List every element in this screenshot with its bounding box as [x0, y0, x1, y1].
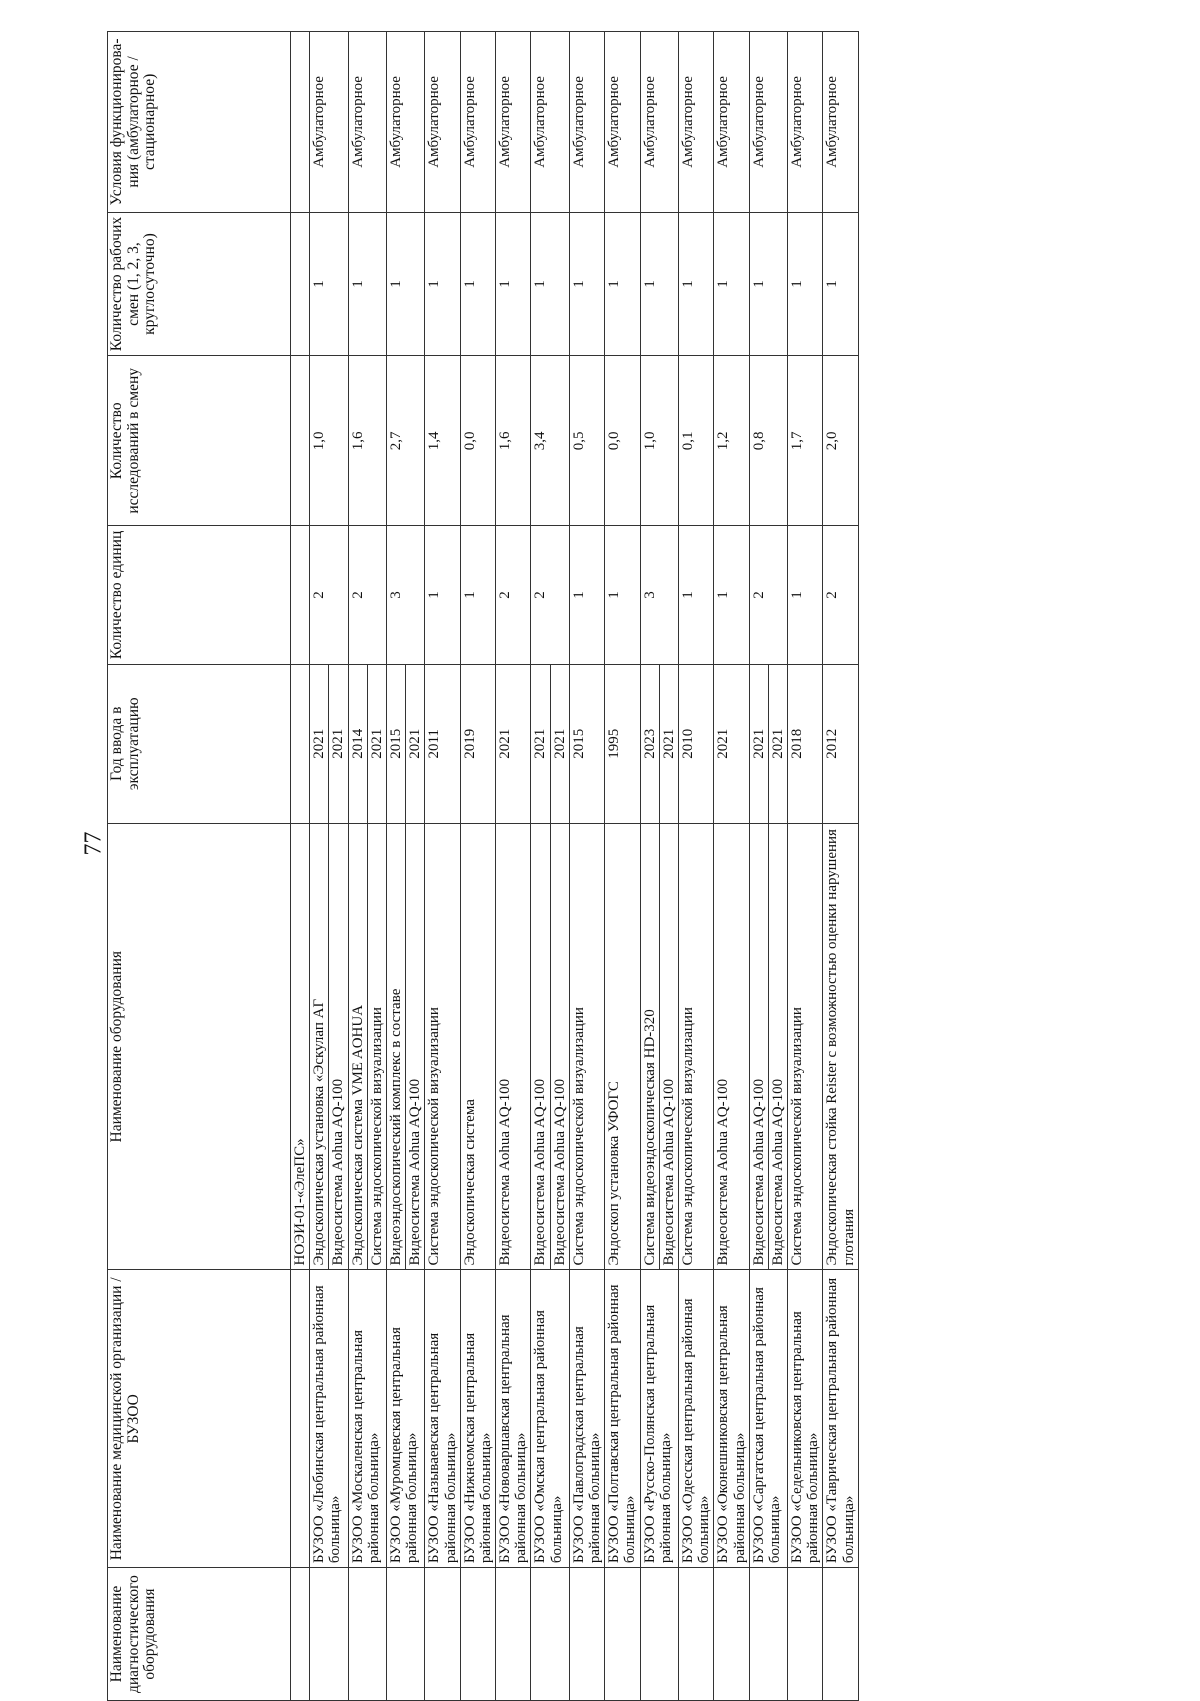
conditions-value: Амбулаторное: [497, 76, 514, 168]
year-cell: [823, 664, 858, 823]
year-value: 2021: [715, 728, 732, 759]
organization-cell: [348, 1270, 386, 1568]
organization-name: БУЗОО «Одесская центральная районная больница»: [679, 1298, 713, 1564]
studies-cell: [640, 356, 678, 526]
studies-cell: [788, 356, 823, 526]
studies-value: 0,0: [461, 431, 478, 451]
equipment-cell: [788, 824, 823, 1270]
shifts-value: 1: [349, 280, 366, 288]
shifts-cell: [569, 212, 604, 356]
year-cell: [531, 664, 569, 823]
table-row: [788, 32, 823, 1701]
year-cell: [749, 664, 787, 823]
equipment-cell: [425, 824, 460, 1270]
studies-value: 0,1: [679, 431, 696, 451]
organization-cell: [425, 1270, 460, 1568]
units-cell: [714, 526, 749, 664]
diagnostic-equipment-cell: [386, 1568, 424, 1701]
studies-value: 1,6: [349, 431, 366, 451]
units-cell: [310, 526, 348, 664]
units-cell: [640, 526, 678, 664]
equipment-name: Система эндоскопической визуализации: [679, 1007, 696, 1266]
organization-name: БУЗОО «Таврическая центральная районная больница»: [824, 1277, 857, 1564]
equipment-cell: [569, 824, 604, 1270]
conditions-value: Амбулаторное: [349, 76, 366, 168]
header-row: [108, 32, 291, 1701]
year-value-secondary: 2021: [405, 665, 423, 823]
organization-cell: [460, 1270, 495, 1568]
diagnostic-equipment-cell: [460, 1568, 495, 1701]
organization-name: БУЗОО «Любинская центральная районная больница»: [311, 1285, 344, 1564]
shifts-cell: [640, 212, 678, 356]
diagnostic-equipment-cell: [348, 1568, 386, 1701]
equipment-name-secondary: Видеосистема Aohua AQ-100: [659, 824, 677, 1269]
year-cell: [678, 664, 713, 823]
shifts-cell: [386, 212, 424, 356]
shifts-value: 1: [311, 280, 328, 288]
organization-name: БУЗОО «Полтавская центральная районная больница»: [606, 1284, 639, 1564]
conditions-cell: [605, 32, 640, 213]
units-value: 3: [641, 591, 658, 599]
studies-value: 1,2: [715, 431, 732, 451]
studies-value: 0,0: [606, 431, 623, 451]
diagnostic-equipment-cell: [749, 1568, 787, 1701]
year-value: 2021: [497, 728, 514, 759]
equipment-name: Система эндоскопической визуализации: [426, 1007, 443, 1266]
conditions-value: Амбулаторное: [824, 76, 841, 168]
header-equipment-name: Наименование оборудования: [108, 824, 291, 1270]
equipment-name: Эндоскопическая стойка Reister с возможностью оценки нарушения глотания: [824, 829, 857, 1266]
units-value: 1: [426, 591, 443, 599]
equipment-cell: [640, 824, 678, 1270]
organization-name: БУЗОО «Саргатская центральная районная больница»: [750, 1287, 783, 1564]
conditions-cell: [714, 32, 749, 213]
units-cell: [348, 526, 386, 664]
shifts-value: 1: [497, 280, 514, 288]
studies-cell: [496, 356, 531, 526]
organization-cell: [749, 1270, 787, 1568]
units-value: 1: [715, 591, 732, 599]
year-cell: [605, 664, 640, 823]
shifts-value: 1: [824, 280, 841, 288]
studies-cell: [425, 356, 460, 526]
equipment-name: Видеоэндоскопический комплекс в составе: [387, 988, 404, 1266]
equipment-name: Видеосистема Aohua AQ-100: [497, 1078, 514, 1266]
organization-name: БУЗОО «Муромцевская центральная районная больница»: [387, 1327, 421, 1564]
organization-cell: [788, 1270, 823, 1568]
shifts-cell: [749, 212, 787, 356]
shifts-value: 1: [679, 280, 696, 288]
conditions-cell: [640, 32, 678, 213]
shifts-value: 1: [789, 280, 806, 288]
year-value: 2010: [679, 728, 696, 759]
units-value: 1: [606, 591, 623, 599]
conditions-value: Амбулаторное: [606, 76, 623, 168]
conditions-cell: [496, 32, 531, 213]
equipment-cell: [310, 824, 348, 1270]
equipment-name-secondary: Видеосистема Aohua AQ-100: [405, 824, 423, 1269]
header-diagnostic-equipment: Наименование диагностического оборудования: [108, 1568, 291, 1701]
shifts-cell: [348, 212, 386, 356]
shifts-value: 1: [715, 280, 732, 288]
conditions-value: Амбулаторное: [387, 76, 404, 168]
organization-name: БУЗОО «Седельниковская центральная районная больница»: [789, 1311, 822, 1564]
studies-value: 2,7: [387, 431, 404, 451]
equipment-cell: [605, 824, 640, 1270]
equipment-cell: [749, 824, 787, 1270]
units-value: 1: [570, 591, 587, 599]
year-cell: [714, 664, 749, 823]
equipment-cell: [460, 824, 495, 1270]
equipment-name-secondary: Видеосистема Aohua AQ-100: [768, 824, 786, 1269]
year-value: 2015: [570, 728, 587, 759]
shifts-value: 1: [426, 280, 443, 288]
organization-cell: [531, 1270, 569, 1568]
units-value: 1: [461, 591, 478, 599]
studies-cell: [569, 356, 604, 526]
shifts-cell: [310, 212, 348, 356]
units-cell: [531, 526, 569, 664]
year-value: 2023: [641, 728, 658, 759]
equipment-name: Система видеоэндоскопическая HD-320: [641, 1009, 658, 1266]
organization-cell: [640, 1270, 678, 1568]
table-row: [823, 32, 858, 1701]
shifts-value: 1: [606, 280, 623, 288]
equipment-cell: [714, 824, 749, 1270]
table-row: [640, 32, 678, 1701]
table-row: [460, 32, 495, 1701]
diagnostic-equipment-cell: [531, 1568, 569, 1701]
equipment-name: Эндоскопическая установка «Эскулап АГ: [311, 998, 328, 1266]
organization-name: БУЗОО «Русско-Полянская центральная районная больница»: [641, 1304, 674, 1564]
shifts-value: 1: [750, 280, 767, 288]
year-value: 1995: [606, 728, 623, 759]
units-cell: [496, 526, 531, 664]
organization-name: БУЗОО «Нижнеомская центральная районная больница»: [461, 1332, 494, 1564]
year-cell: [386, 664, 424, 823]
equipment-name: Система эндоскопической визуализации: [570, 1007, 587, 1266]
conditions-cell: [386, 32, 424, 213]
studies-value: 1,0: [641, 431, 658, 451]
year-value-secondary: 2021: [550, 665, 568, 823]
equipment-name: Эндоскопическая система: [461, 1099, 478, 1266]
conditions-cell: [460, 32, 495, 213]
diagnostic-equipment-cell: [569, 1568, 604, 1701]
studies-value: 0,5: [570, 431, 587, 451]
header-shifts: Количество рабочих смен (1, 2, 3, круглосуточно): [108, 212, 291, 356]
shifts-cell: [605, 212, 640, 356]
page-number: 77: [80, 831, 107, 856]
units-value: 1: [789, 591, 806, 599]
units-value: 2: [532, 591, 549, 599]
year-cell: [640, 664, 678, 823]
studies-value: 0,8: [750, 431, 767, 451]
equipment-cell: [531, 824, 569, 1270]
units-cell: [749, 526, 787, 664]
diagnostic-equipment-cell: [605, 1568, 640, 1701]
units-cell: [823, 526, 858, 664]
studies-cell: [678, 356, 713, 526]
equipment-cell: [678, 824, 713, 1270]
equipment-name: Видеосистема Aohua AQ-100: [715, 1078, 732, 1266]
units-cell: [678, 526, 713, 664]
shifts-cell: [531, 212, 569, 356]
rotated-table-container: [107, 31, 1062, 1701]
year-value-secondary: 2021: [768, 665, 786, 823]
header-year: Год ввода в эксплуатацию: [108, 664, 291, 823]
conditions-value: Амбулаторное: [532, 76, 549, 168]
units-cell: [386, 526, 424, 664]
diagnostic-equipment-cell: [310, 1568, 348, 1701]
table-row: [605, 32, 640, 1701]
conditions-value: Амбулаторное: [679, 76, 696, 168]
equipment-cell: [348, 824, 386, 1270]
conditions-cell: [823, 32, 858, 213]
organization-name: БУЗОО «Омская центральная районная больница»: [532, 1310, 565, 1564]
equipment-table: [107, 31, 859, 1701]
studies-cell: [310, 356, 348, 526]
organization-name: БУЗОО «Павлоградская центральная районная больница»: [570, 1326, 603, 1564]
organization-name: БУЗОО «Называевская центральная районная больница»: [426, 1332, 459, 1564]
shifts-cell: [714, 212, 749, 356]
conditions-cell: [569, 32, 604, 213]
diagnostic-equipment-cell: [678, 1568, 713, 1701]
equipment-name: Видеосистема Aohua AQ-100: [532, 1078, 549, 1266]
studies-cell: [531, 356, 569, 526]
equipment-name-secondary: Система эндоскопической визуализации: [367, 824, 385, 1269]
conditions-value: Амбулаторное: [750, 76, 767, 168]
studies-cell: [605, 356, 640, 526]
shifts-value: 1: [570, 280, 587, 288]
conditions-cell: [788, 32, 823, 213]
table-row: [425, 32, 460, 1701]
year-value-secondary: 2021: [367, 665, 385, 823]
conditions-value: Амбулаторное: [570, 76, 587, 168]
organization-cell: [569, 1270, 604, 1568]
studies-cell: [386, 356, 424, 526]
year-value: 2021: [311, 728, 328, 759]
table-row: [531, 32, 569, 1701]
year-value: 2011: [426, 729, 443, 759]
year-value: 2012: [824, 728, 841, 759]
shifts-cell: [678, 212, 713, 356]
table-row: [496, 32, 531, 1701]
organization-cell: [678, 1270, 713, 1568]
studies-value: 2,0: [824, 431, 841, 451]
year-value: 2015: [387, 728, 404, 759]
year-value: 2019: [461, 728, 478, 759]
table-row: [569, 32, 604, 1701]
equipment-name-secondary: Видеосистема Aohua AQ-100: [328, 824, 346, 1269]
year-cell: [425, 664, 460, 823]
year-cell: [460, 664, 495, 823]
shifts-cell: [460, 212, 495, 356]
table-row: [714, 32, 749, 1701]
diagnostic-equipment-cell: [714, 1568, 749, 1701]
organization-cell: [823, 1270, 858, 1568]
year-cell: [569, 664, 604, 823]
year-cell: [310, 664, 348, 823]
table-row: [310, 32, 348, 1701]
diagnostic-equipment-cell: [788, 1568, 823, 1701]
units-value: 2: [311, 591, 328, 599]
year-value: 2014: [349, 728, 366, 759]
conditions-cell: [749, 32, 787, 213]
header-studies: Количество иcследований в смену: [108, 356, 291, 526]
units-cell: [460, 526, 495, 664]
units-cell: [605, 526, 640, 664]
organization-cell: [386, 1270, 424, 1568]
conditions-value: Амбулаторное: [789, 76, 806, 168]
organization-cell: [496, 1270, 531, 1568]
conditions-cell: [348, 32, 386, 213]
conditions-value: Амбулаторное: [311, 76, 328, 168]
units-value: 2: [497, 591, 514, 599]
conditions-cell: [531, 32, 569, 213]
equipment-cell: [386, 824, 424, 1270]
organization-name: БУЗОО «Оконешниковская центральная районная больница»: [715, 1305, 748, 1564]
first-equipment-cell: НОЭИ-01-«ЭлеПС»: [291, 824, 310, 1270]
studies-value: 1,4: [426, 431, 443, 451]
units-value: 2: [750, 591, 767, 599]
header-units: Количество единиц: [108, 526, 291, 664]
units-value: 3: [387, 591, 404, 599]
header-conditions: Условия функционирова-ния (амбулаторное / стационарное): [108, 32, 291, 213]
studies-cell: [460, 356, 495, 526]
shifts-value: 1: [387, 280, 404, 288]
conditions-cell: [425, 32, 460, 213]
table-row: [749, 32, 787, 1701]
year-value: 2018: [789, 728, 806, 759]
units-value: 2: [824, 591, 841, 599]
table-row: [386, 32, 424, 1701]
equipment-name: Видеосистема Aohua AQ-100: [750, 1078, 767, 1266]
diagnostic-equipment-cell: [496, 1568, 531, 1701]
studies-cell: [714, 356, 749, 526]
conditions-value: Амбулаторное: [641, 76, 658, 168]
conditions-value: Амбулаторное: [461, 76, 478, 168]
table-row-top: [291, 32, 310, 1701]
units-cell: [788, 526, 823, 664]
studies-value: 1,0: [311, 431, 328, 451]
organization-cell: [605, 1270, 640, 1568]
units-cell: [569, 526, 604, 664]
organization-name: БУЗОО «Москаленская центральная районная больница»: [349, 1329, 382, 1564]
year-value-secondary: 2021: [328, 665, 346, 823]
studies-cell: [823, 356, 858, 526]
shifts-value: 1: [532, 280, 549, 288]
studies-value: 1,7: [789, 431, 806, 451]
studies-cell: [348, 356, 386, 526]
table-row: [678, 32, 713, 1701]
year-value: 2021: [532, 728, 549, 759]
header-organization: Наименование медицинской организации / БУЗОО: [108, 1270, 291, 1568]
organization-name: БУЗОО «Нововаршавская центральная районная больница»: [497, 1314, 530, 1564]
units-cell: [425, 526, 460, 664]
diagnostic-equipment-cell: [425, 1568, 460, 1701]
table-row: [348, 32, 386, 1701]
studies-value: 1,6: [497, 431, 514, 451]
organization-cell: [714, 1270, 749, 1568]
equipment-name: Эндоскоп установка УФОГС: [606, 1081, 623, 1266]
diagnostic-equipment-cell: [823, 1568, 858, 1701]
shifts-cell: [425, 212, 460, 356]
studies-value: 3,4: [532, 431, 549, 451]
equipment-name-secondary: Видеосистема Aohua AQ-100: [550, 824, 568, 1269]
equipment-name: Эндоскопическая система VME AOHUA: [349, 1004, 366, 1266]
equipment-cell: [823, 824, 858, 1270]
units-value: 1: [679, 591, 696, 599]
shifts-cell: [823, 212, 858, 356]
year-value: 2021: [750, 728, 767, 759]
year-value-secondary: 2021: [659, 665, 677, 823]
conditions-value: Амбулаторное: [426, 76, 443, 168]
year-cell: [348, 664, 386, 823]
shifts-cell: [496, 212, 531, 356]
studies-cell: [749, 356, 787, 526]
shifts-value: 1: [641, 280, 658, 288]
units-value: 2: [349, 591, 366, 599]
shifts-value: 1: [461, 280, 478, 288]
organization-cell: [310, 1270, 348, 1568]
shifts-cell: [788, 212, 823, 356]
equipment-cell: [496, 824, 531, 1270]
conditions-cell: [678, 32, 713, 213]
year-cell: [788, 664, 823, 823]
diagnostic-equipment-cell: [640, 1568, 678, 1701]
conditions-cell: [310, 32, 348, 213]
conditions-value: Амбулаторное: [715, 76, 732, 168]
equipment-name: Система эндоскопической визуализации: [789, 1007, 806, 1266]
year-cell: [496, 664, 531, 823]
